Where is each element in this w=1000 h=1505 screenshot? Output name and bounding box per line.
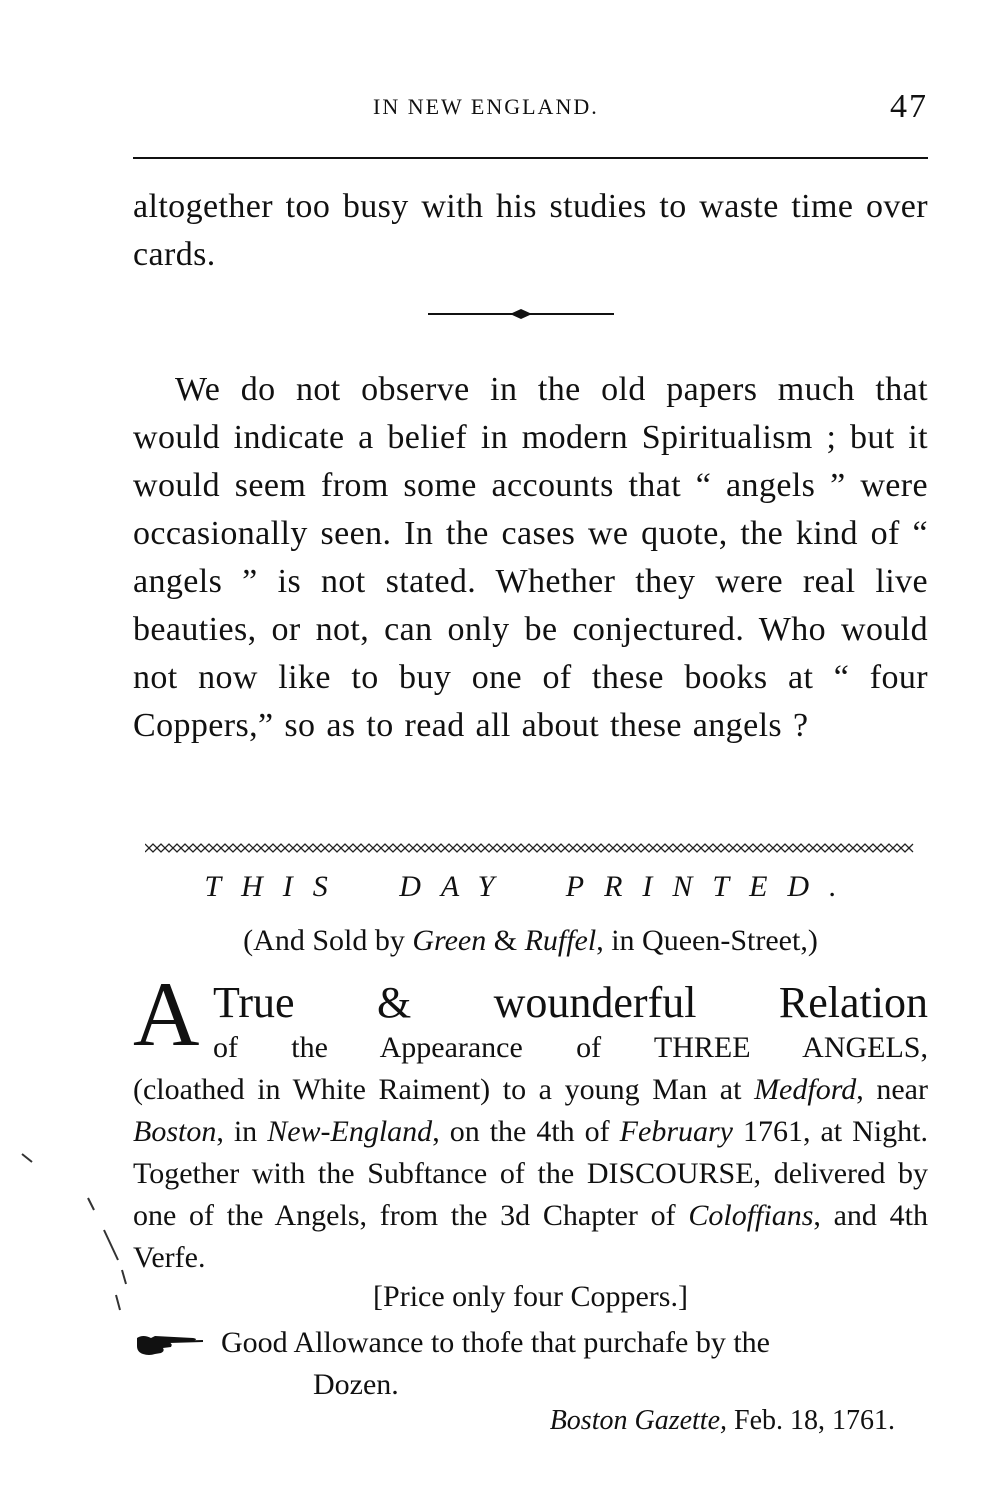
allowance-dozen: Dozen. [313,1368,399,1401]
seller-name-green: Green [412,924,487,957]
decorative-border [145,840,917,856]
source-date: Feb. 18, 1761. [727,1405,895,1436]
place-medford: Medford [754,1073,857,1106]
paragraph-angels: We do not observe in the old papers much that would indicate a belief in modern Spiritualism ; but it would seem from some accounts that “ angels ” were occasionally seen. In the cases we quote, the kind of “ angels ” is not stated. Whether they were real live beauties, or not, can only be conjectured. Who would not now like to buy one of these books at “ four Coppers,” so as to read all about these angels ? [133,371,928,744]
header-rule [133,157,928,159]
sold-suffix: , in Queen-Street,) [596,924,818,957]
page-number: 47 [890,88,928,125]
ad-body-f: , and 4th Verfe. [133,1199,928,1274]
drop-cap: A [133,963,200,1065]
ad-body-c: , in [216,1115,268,1148]
ad-body-e: 1761, at Night. Together with the Subftance of the DISCOURSE, delivered by one of the Angels, from the 3d Chapter of [133,1115,928,1232]
month-february: February [619,1115,733,1148]
source-name: Boston Gazette, [549,1405,727,1436]
section-divider-ornament [428,307,614,321]
seller-name-ruffel: Ruffel [524,924,597,957]
running-head [133,88,928,132]
place-boston: Boston [133,1115,217,1148]
advertisement-allowance [133,1322,928,1406]
margin-pen-marks [18,1150,128,1320]
sold-prefix: (And Sold by [243,924,413,957]
advertisement-body [133,1069,928,1279]
advertisement-price: [Price only four Coppers.] [373,1280,688,1313]
advertisement-seller-line [133,924,928,958]
pointing-hand-icon [133,1332,213,1358]
ad-body-b: , near [856,1073,928,1106]
ad-body-d: , on the 4th of [432,1115,620,1148]
allowance-text: Good Allowance to thofe that purchafe by the [221,1326,770,1359]
running-title: IN NEW ENGLAND. [373,94,599,119]
source-citation [550,1405,895,1437]
place-new-england: New-England [267,1115,433,1148]
advertisement-heading: THIS DAY PRINTED. [204,870,857,903]
paragraph-continuation: altogether too busy with his studies to waste time over cards. [133,188,928,273]
sold-amp: & [486,924,525,957]
book-colossians: Coloffians [688,1199,814,1232]
ad-body-a: (cloathed in White Raiment) to a young Man at [133,1073,755,1106]
advertisement-line-angels: of the Appearance of THREE ANGELS, [213,1031,928,1064]
allowance-line [133,1322,928,1364]
advertisement-title: True & wounderful Relation [213,978,928,1027]
